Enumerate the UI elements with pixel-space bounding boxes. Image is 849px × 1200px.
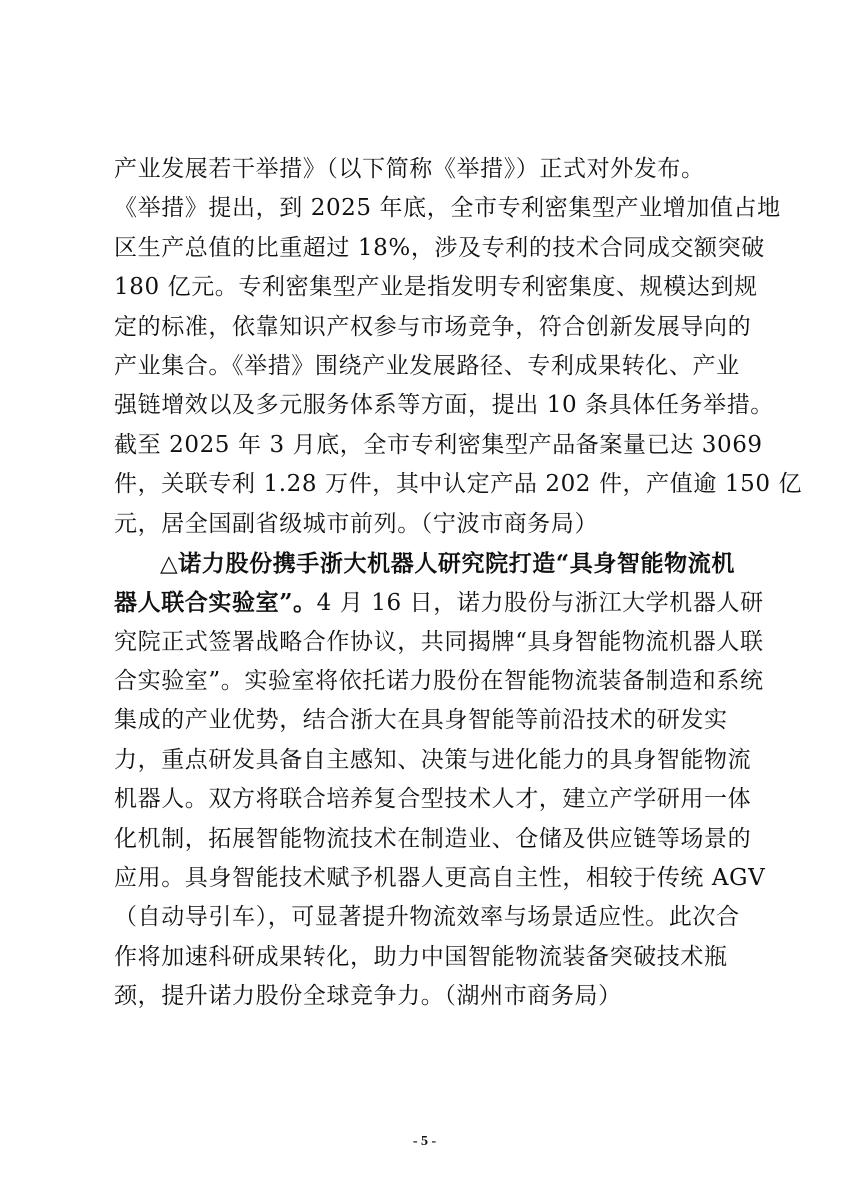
text-line: （自动导引车），可显著提升物流效率与场景适应性。此次合 (114, 904, 740, 931)
text-line: 应用。具身智能技术赋予机器人更高自主性，相较于传统 AGV (114, 865, 766, 892)
text-line: 180 亿元。专利密集型产业是指发明专利密集度、规模达到规 (114, 274, 758, 301)
text-line: 机器人。双方将联合培养复合型技术人才，建立产学研用一体 (114, 786, 752, 813)
text-line: 强链增效以及多元服务体系等方面，提出 10 条具体任务举措。 (114, 392, 774, 419)
text-line: 集成的产业优势，结合浙大在具身智能等前沿技术的研发实 (114, 707, 728, 734)
text-line: 区生产总值的比重超过 18%，涉及专利的技术合同成交额突破 (114, 234, 765, 261)
text-line: 化机制，拓展智能物流技术在制造业、仓储及供应链等场景的 (114, 825, 752, 852)
text-line: 产业集合。《举措》围绕产业发展路径、专利成果转化、产业 (114, 352, 740, 379)
text-line: 件，关联专利 1.28 万件，其中认定产品 202 件，产值逾 150 亿 (114, 471, 803, 498)
text-line: 作将加速科研成果转化，助力中国智能物流装备突破技术瓶 (114, 943, 728, 970)
text-line: 元，居全国副省级城市前列。（宁波市商务局） (114, 510, 599, 537)
news-heading-end: 器人联合实验室”。 (114, 589, 317, 617)
text-line: 力，重点研发具备自主感知、决策与进化能力的具身智能物流 (114, 746, 752, 773)
news-heading: △诺力股份携手浙大机器人研究院打造“具身智能物流机 (160, 549, 735, 577)
page-number: - 5 - (412, 1134, 437, 1149)
text-line (114, 583, 764, 622)
text-line: 究院正式签署战略合作协议，共同揭牌“具身智能物流机器人联 (114, 628, 764, 655)
document-body (114, 150, 803, 1017)
text-line: 颈，提升诺力股份全球竞争力。（湖州市商务局） (114, 983, 622, 1010)
text-span: 4 月 16 日，诺力股份与浙江大学机器人研 (316, 590, 764, 617)
text-line: 合实验室”。实验室将依托诺力股份在智能物流装备制造和系统 (114, 668, 764, 695)
text-line: 截至 2025 年 3 月底，全市专利密集型产品备案量已达 3069 (114, 431, 763, 458)
text-line: 产业发展若干举措》（以下简称《举措》）正式对外发布。 (114, 156, 705, 182)
text-line: 定的标准，依靠知识产权参与市场竞争，符合创新发展导向的 (114, 313, 752, 340)
text-line: 《举措》提出，到 2025 年底，全市专利密集型产业增加值占地 (114, 195, 781, 222)
